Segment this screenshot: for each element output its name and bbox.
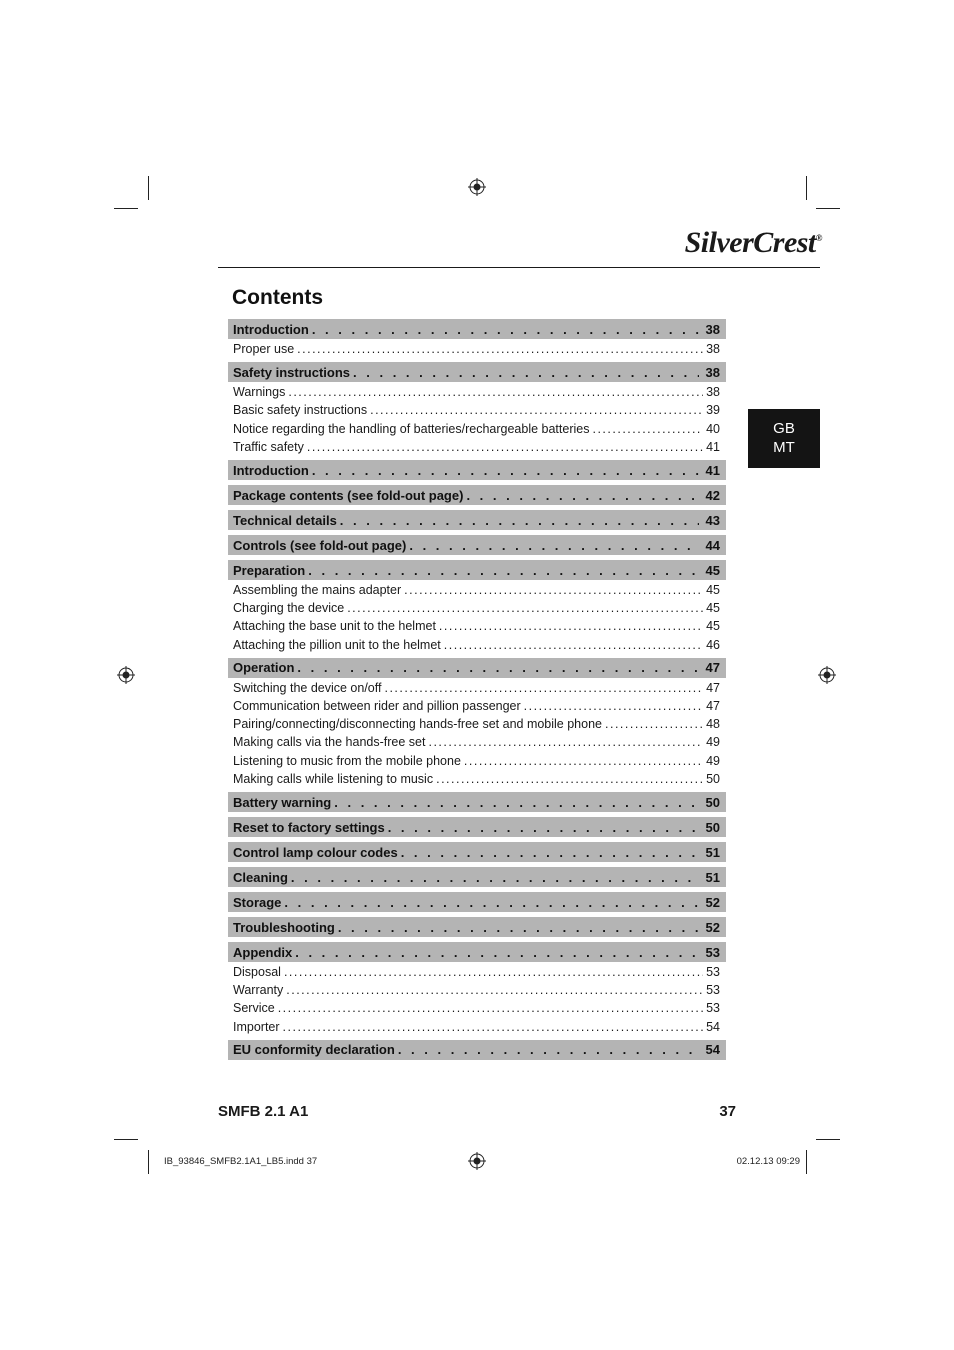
toc-leader-dots — [295, 945, 699, 960]
crop-mark — [114, 208, 138, 209]
toc-item — [228, 1018, 726, 1036]
toc-title: Preparation — [233, 562, 306, 578]
toc-leader-dots — [291, 870, 699, 885]
toc-page-number: 53 — [706, 965, 720, 979]
crop-mark — [816, 208, 840, 209]
toc-item — [228, 636, 726, 654]
toc-title: Cleaning — [233, 869, 288, 885]
toc-item — [228, 617, 726, 635]
toc-leader-dots — [398, 1042, 699, 1057]
crop-mark — [806, 1150, 807, 1174]
toc-title: Notice regarding the handling of batteries/rechargeable batteries — [233, 421, 590, 436]
toc-title: Warranty — [233, 983, 284, 998]
toc-leader-dots — [284, 965, 703, 979]
toc-item — [228, 733, 726, 751]
toc-leader-dots — [439, 619, 703, 633]
toc-title: Battery warning — [233, 794, 332, 810]
toc-item — [228, 438, 726, 456]
toc-leader-dots — [409, 538, 699, 553]
toc-item — [228, 401, 726, 419]
toc-leader-dots — [524, 699, 703, 713]
toc-title: Charging the device — [233, 601, 345, 616]
toc-page-number: 54 — [706, 1019, 720, 1034]
registration-mark-icon — [468, 1152, 486, 1170]
toc-page-number: 54 — [705, 1042, 720, 1058]
crop-mark — [806, 176, 807, 200]
toc-page-number: 50 — [705, 794, 720, 810]
toc-title: Proper use — [233, 342, 295, 356]
header-rule — [218, 267, 820, 268]
toc-leader-dots — [464, 754, 703, 768]
toc-title: Attaching the base unit to the helmet — [233, 619, 436, 634]
toc-leader-dots — [312, 463, 699, 478]
toc-section — [228, 362, 726, 382]
toc-leader-dots — [370, 403, 703, 417]
toc-section — [228, 485, 726, 505]
toc-section — [228, 1040, 726, 1060]
toc-title: Importer — [233, 1019, 280, 1034]
toc-item — [228, 697, 726, 715]
toc-title: Making calls while listening to music — [233, 771, 434, 786]
toc-leader-dots — [308, 563, 699, 578]
toc-page-number: 45 — [706, 601, 720, 616]
toc-page-number: 47 — [706, 699, 720, 713]
toc-section — [228, 560, 726, 580]
toc-title: Listening to music from the mobile phone — [233, 753, 461, 768]
toc-title: Package contents (see fold-out page) — [233, 487, 464, 503]
toc-item — [228, 599, 726, 617]
footer-page-number: 37 — [719, 1103, 736, 1120]
toc-page-number: 38 — [706, 342, 720, 356]
toc-title: Technical details — [233, 512, 337, 528]
toc-title: Pairing/connecting/disconnecting hands-free set and mobile phone — [233, 717, 602, 732]
toc-section — [228, 535, 726, 555]
crop-mark — [816, 1139, 840, 1140]
toc-item — [228, 715, 726, 733]
page-title: Contents — [232, 286, 323, 309]
toc-item — [228, 383, 726, 401]
toc-item — [228, 981, 726, 999]
toc-section — [228, 917, 726, 937]
toc-title: EU conformity declaration — [233, 1042, 395, 1058]
registered-mark: ® — [815, 233, 822, 243]
toc-page-number: 49 — [706, 735, 720, 750]
toc-leader-dots — [353, 365, 699, 380]
crop-mark — [148, 1150, 149, 1174]
toc-title: Operation — [233, 660, 295, 676]
toc-item — [228, 963, 726, 981]
toc-page-number: 43 — [705, 512, 720, 528]
toc-leader-dots — [278, 1001, 703, 1015]
toc-title: Storage — [233, 894, 282, 910]
toc-leader-dots — [444, 638, 703, 652]
toc-item — [228, 679, 726, 697]
toc-leader-dots — [436, 772, 703, 786]
toc-page-number: 45 — [706, 583, 720, 597]
toc-title: Safety instructions — [233, 364, 351, 380]
toc-leader-dots — [404, 583, 703, 597]
toc-title: Service — [233, 1001, 275, 1016]
toc-page-number: 38 — [705, 364, 720, 380]
toc-title: Introduction — [233, 321, 309, 337]
toc-section — [228, 942, 726, 962]
language-tab — [748, 409, 820, 468]
toc-title: Assembling the mains adapter — [233, 583, 402, 597]
toc-section — [228, 658, 726, 678]
toc-leader-dots — [592, 422, 703, 436]
toc-page-number: 41 — [705, 462, 720, 478]
footer-model: SMFB 2.1 A1 — [218, 1103, 309, 1120]
toc-leader-dots — [338, 920, 699, 935]
toc-page-number: 52 — [705, 894, 720, 910]
toc-title: Attaching the pillion unit to the helmet — [233, 637, 441, 652]
toc-section — [228, 510, 726, 530]
toc-page-number: 47 — [705, 660, 720, 676]
toc-page-number: 46 — [706, 637, 720, 652]
toc-title: Troubleshooting — [233, 919, 335, 935]
toc-title: Controls (see fold-out page) — [233, 537, 407, 553]
print-slug-date: 02.12.13 09:29 — [736, 1156, 800, 1167]
toc-item — [228, 999, 726, 1017]
toc-section — [228, 892, 726, 912]
toc-section — [228, 792, 726, 812]
toc-title: Disposal — [233, 965, 281, 979]
toc-page-number: 42 — [705, 487, 720, 503]
toc-leader-dots — [307, 440, 703, 454]
toc-leader-dots — [428, 735, 703, 749]
brand-logo-text: SilverCrest — [684, 226, 816, 259]
toc-leader-dots — [605, 717, 703, 731]
toc-page-number: 45 — [705, 562, 720, 578]
toc-page-number: 53 — [706, 983, 720, 998]
toc-title: Basic safety instructions — [233, 403, 368, 418]
toc-section — [228, 460, 726, 480]
toc-section — [228, 842, 726, 862]
toc-leader-dots — [340, 513, 699, 528]
toc-title: Switching the device on/off — [233, 680, 382, 695]
toc-leader-dots — [284, 895, 699, 910]
toc-section — [228, 867, 726, 887]
toc-page-number: 41 — [706, 439, 720, 454]
toc-page-number: 51 — [705, 869, 720, 885]
toc-page-number: 53 — [705, 944, 720, 960]
brand-logo — [560, 226, 822, 260]
toc-item — [228, 770, 726, 788]
toc-page-number: 47 — [706, 680, 720, 695]
toc-title: Control lamp colour codes — [233, 844, 398, 860]
toc-page-number: 38 — [706, 385, 720, 400]
toc-page-number: 53 — [706, 1001, 720, 1016]
toc-title: Appendix — [233, 944, 293, 960]
toc-item — [228, 340, 726, 358]
toc-page-number: 38 — [705, 321, 720, 337]
toc-title: Making calls via the hands-free set — [233, 735, 426, 750]
toc-page-number: 51 — [705, 844, 720, 860]
toc-page-number: 48 — [706, 717, 720, 732]
toc-item — [228, 581, 726, 599]
toc-title: Warnings — [233, 385, 286, 400]
toc-leader-dots — [297, 342, 703, 356]
toc-section — [228, 817, 726, 837]
toc-leader-dots — [466, 488, 699, 503]
toc-title: Communication between rider and pillion passenger — [233, 699, 521, 713]
toc-leader-dots — [312, 322, 699, 337]
toc-page-number: 50 — [706, 771, 720, 786]
toc-title: Traffic safety — [233, 439, 304, 454]
toc-leader-dots — [347, 601, 703, 615]
language-code-mt: MT — [773, 439, 795, 456]
toc-item — [228, 752, 726, 770]
toc-page-number: 50 — [705, 819, 720, 835]
toc-leader-dots — [283, 1020, 704, 1034]
registration-mark-icon — [818, 666, 836, 684]
toc-section — [228, 319, 726, 339]
crop-mark — [114, 1139, 138, 1140]
toc-leader-dots — [384, 681, 703, 695]
toc-leader-dots — [334, 795, 699, 810]
toc-page-number: 45 — [706, 619, 720, 634]
toc-page-number: 39 — [706, 403, 720, 418]
toc-page-number: 49 — [706, 753, 720, 768]
crop-mark — [148, 176, 149, 200]
toc-leader-dots — [297, 660, 699, 675]
toc-item — [228, 420, 726, 438]
toc-leader-dots — [401, 845, 699, 860]
toc-title: Reset to factory settings — [233, 819, 385, 835]
toc-page-number: 44 — [705, 537, 720, 553]
toc-page-number: 52 — [705, 919, 720, 935]
registration-mark-icon — [468, 178, 486, 196]
toc-leader-dots — [388, 820, 699, 835]
toc-title: Introduction — [233, 462, 309, 478]
toc-leader-dots — [288, 385, 703, 399]
toc-leader-dots — [286, 983, 703, 997]
language-code-gb: GB — [773, 420, 795, 437]
toc-page-number: 40 — [706, 421, 720, 436]
registration-mark-icon — [117, 666, 135, 684]
print-slug-file: IB_93846_SMFB2.1A1_LB5.indd 37 — [164, 1156, 318, 1167]
